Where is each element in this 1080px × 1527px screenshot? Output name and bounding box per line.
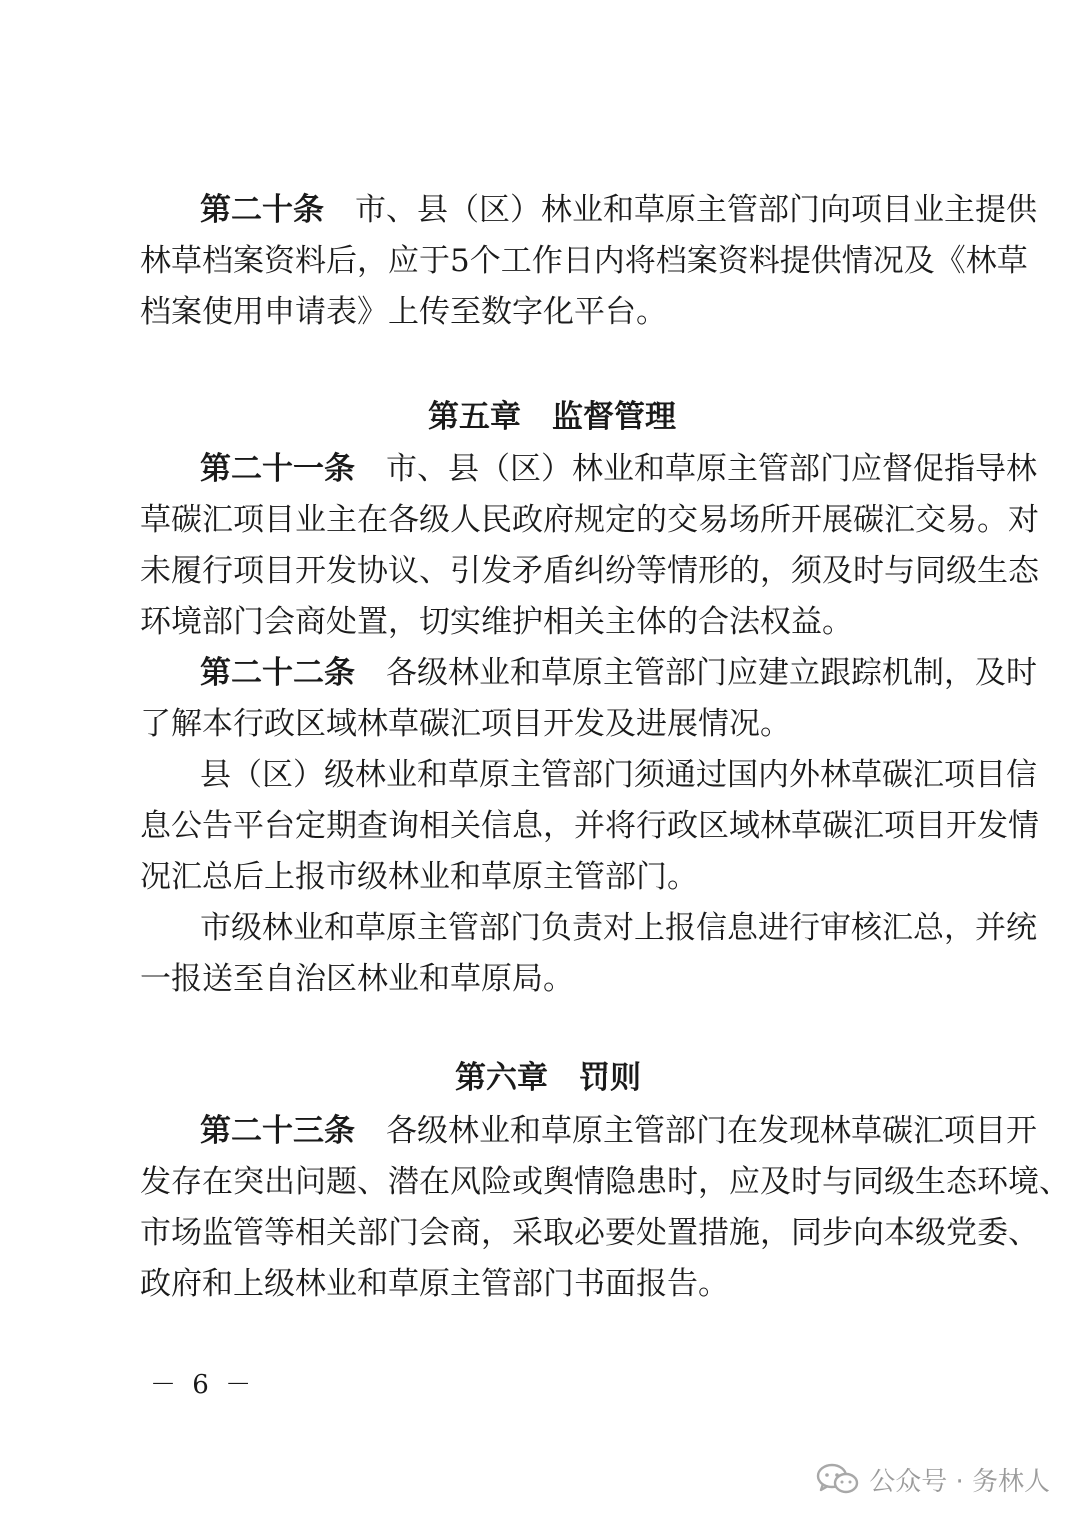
article-22-line-2: 了解本行政区域林草碳汇项目开发及进展情况。: [140, 706, 791, 742]
article-20-label: 第二十条: [200, 192, 324, 228]
article-22-line-1: 第二十二条 各级林业和草原主管部门应建立跟踪机制，及时: [200, 655, 1037, 691]
article-23-line-4: 政府和上级林业和草原主管部门书面报告。: [140, 1266, 729, 1302]
article-20-line-1: 第二十条 市、县（区）林业和草原主管部门向项目业主提供: [200, 192, 1037, 228]
chapter-5-heading: 第五章 监督管理: [428, 399, 676, 435]
county-reporting-paragraph: [140, 750, 1039, 903]
article-21-line-4: 环境部门会商处置，切实维护相关主体的合法权益。: [140, 604, 853, 640]
article-23-line-2: 发存在突出问题、潜在风险或舆情隐患时，应及时与同级生态环境、: [140, 1164, 1070, 1200]
article-21: [140, 444, 1039, 648]
article-21-line-3: 未履行项目开发协议、引发矛盾纠纷等情形的，须及时与同级生态: [140, 553, 1039, 589]
article-23-line-1: 第二十三条 各级林业和草原主管部门在发现林草碳汇项目开: [200, 1113, 1037, 1149]
county-paragraph-line-2: 息公告平台定期查询相关信息，并将行政区域林草碳汇项目开发情: [140, 808, 1039, 844]
article-20-line-3: 档案使用申请表》上传至数字化平台。: [140, 294, 667, 330]
article-21-line-2: 草碳汇项目业主在各级人民政府规定的交易场所开展碳汇交易。对: [140, 502, 1039, 538]
article-21-label: 第二十一条: [200, 451, 355, 487]
page-number: － 6 －: [150, 1370, 256, 1400]
article-22-label: 第二十二条: [200, 655, 355, 691]
article-20: [140, 185, 1037, 338]
article-23-line-3: 市场监管等相关部门会商，采取必要处置措施，同步向本级党委、: [140, 1215, 1039, 1251]
article-23-label: 第二十三条: [200, 1113, 355, 1149]
city-paragraph-line-1: 市级林业和草原主管部门负责对上报信息进行审核汇总，并统: [200, 910, 1037, 946]
article-23: [140, 1106, 1070, 1310]
city-paragraph-line-2: 一报送至自治区林业和草原局。: [140, 961, 574, 997]
article-20-line-2: 林草档案资料后，应于5个工作日内将档案资料提供情况及《林草: [140, 243, 1028, 279]
county-paragraph-line-3: 况汇总后上报市级林业和草原主管部门。: [140, 859, 698, 895]
city-review-paragraph: [140, 903, 1037, 1005]
article-22: [140, 648, 1037, 750]
chapter-6-heading: 第六章 罚则: [455, 1060, 641, 1096]
article-21-line-1: 第二十一条 市、县（区）林业和草原主管部门应督促指导林: [200, 451, 1037, 487]
county-paragraph-line-1: 县（区）级林业和草原主管部门须通过国内外林草碳汇项目信: [200, 757, 1037, 793]
watermark-text: 公众号 · 务林人: [869, 1466, 1050, 1497]
wechat-icon: [815, 1463, 859, 1495]
wechat-watermark: [815, 1458, 1050, 1500]
